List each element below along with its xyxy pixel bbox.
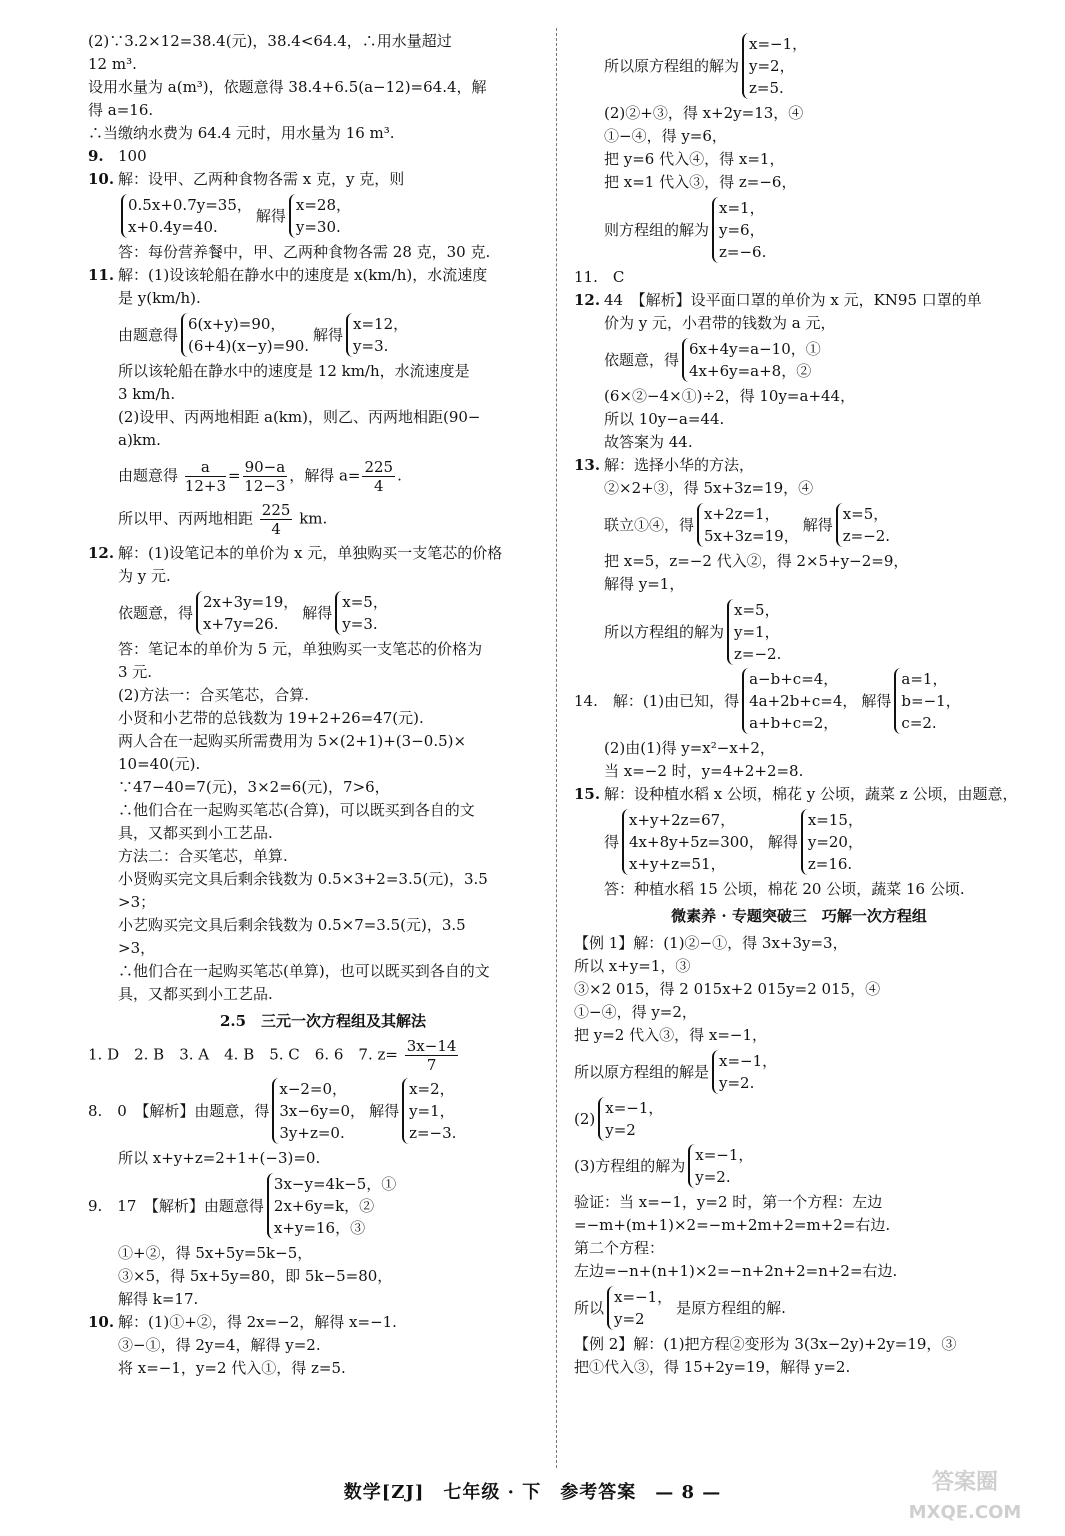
text-line: ①+②，得 5x+5y=5k−5， xyxy=(118,1244,313,1262)
text: 解得 xyxy=(302,603,333,622)
numerator: 90−a xyxy=(244,458,286,476)
equation: y=2 xyxy=(614,1310,645,1328)
text: (2) xyxy=(574,1109,596,1128)
text: 由题意得 xyxy=(118,466,179,485)
denominator: 7 xyxy=(426,1056,437,1074)
text: 所以方程组的解为 xyxy=(604,622,725,641)
equation: 0.5x+0.7y=35， xyxy=(128,196,252,214)
equation-system xyxy=(574,809,1024,875)
text-line: 具，又都买到小工艺品. xyxy=(118,824,273,842)
text: 所以原方程组的解是 xyxy=(574,1062,710,1081)
equation: 3y+z=0. xyxy=(279,1124,345,1142)
text: 1. D 2. B 3. A 4. B 5. C 6. 6 7. z= xyxy=(88,1045,398,1064)
answer-15 xyxy=(574,783,1024,806)
text: 9. 17 【解析】由题意得 xyxy=(88,1196,264,1215)
equation: x+y=16，③ xyxy=(273,1219,366,1237)
text-line: ∴他们合在一起购买笔芯(合算)，可以既买到各自的文 xyxy=(118,801,475,819)
solution-brace xyxy=(402,1078,456,1144)
system-brace xyxy=(196,591,298,635)
equation: x+0.4y=40. xyxy=(128,218,218,236)
text-line: ③×5，得 5x+5y=80，即 5k−5=80， xyxy=(118,1267,393,1285)
solution-brace xyxy=(335,591,388,635)
equation-system xyxy=(574,1050,1024,1094)
text-line: 当 x=−2 时，y=4+2+2=8. xyxy=(604,762,804,780)
equation: x=2， xyxy=(409,1080,455,1098)
equation: 2x+6y=k，② xyxy=(273,1197,375,1215)
text-line: 所以 x+y=1，③ xyxy=(574,957,691,975)
equation: y=3. xyxy=(342,615,378,633)
equation: y=3. xyxy=(353,337,389,355)
equation-system xyxy=(574,599,1024,665)
equation: z=16. xyxy=(807,855,853,873)
equation: a−b+c=4， xyxy=(749,670,839,688)
equation-system xyxy=(574,1286,1024,1330)
equation-system xyxy=(574,197,1024,263)
equation-system xyxy=(88,313,558,357)
text-line: 所以该轮船在静水中的速度是 12 km/h，水流速度是 xyxy=(118,362,470,380)
equation: 3x−y=4k−5，① xyxy=(273,1175,397,1193)
text-line: 小贤购买完文具后剩余钱数为 0.5×3+2=3.5(元)，3.5 xyxy=(118,870,488,888)
section-heading: 微素养 · 专题突破三 巧解一次方程组 xyxy=(671,907,927,925)
equation: 5x+3z=19， xyxy=(704,527,799,545)
text-line: ②×2+③，得 5x+3z=19，④ xyxy=(604,479,814,497)
equation: y=2. xyxy=(695,1168,731,1186)
answer-text: 解：设种植水稻 x 公顷，棉花 y 公顷，蔬菜 z 公顷，由题意， xyxy=(604,785,1018,803)
fraction xyxy=(260,501,293,538)
solution-brace xyxy=(712,1050,777,1094)
text: (3)方程组的解为 xyxy=(574,1156,686,1175)
text: 解得 xyxy=(802,515,833,534)
page-footer: 数学[ZJ] 七年级 · 下 参考答案 — 8 — xyxy=(343,1482,722,1503)
text-line: 答：种植水稻 15 公顷，棉花 20 公顷，蔬菜 16 公顷. xyxy=(604,880,965,898)
equation: y=6， xyxy=(719,221,765,239)
equation: b=−1， xyxy=(901,692,961,710)
section-heading: 2.5 三元一次方程组及其解法 xyxy=(219,1012,427,1030)
equation: x−2=0， xyxy=(279,1080,348,1098)
text: 联立①④，得 xyxy=(604,515,695,534)
fraction xyxy=(243,458,288,495)
fraction-line xyxy=(88,501,558,538)
text-line: 左边=−n+(n+1)×2=−n+2n+2=n+2=右边. xyxy=(574,1262,898,1280)
equation: x=−1， xyxy=(719,1052,778,1070)
system-brace xyxy=(267,1173,396,1239)
equation: x=5， xyxy=(342,593,388,611)
text: 解得 xyxy=(369,1101,400,1120)
text-line: 小贤和小艺带的总钱数为 19+2+26=47(元). xyxy=(118,709,424,727)
question-number: 10. xyxy=(88,1313,115,1331)
text-line: ③×2 015，得 2 015x+2 015y=2 015，④ xyxy=(574,980,881,998)
answer-9 xyxy=(88,145,558,168)
text: km. xyxy=(299,509,328,528)
answer-text: 解：(1)设该轮船在静水中的速度是 x(km/h)，水流速度 xyxy=(118,266,488,284)
question-number: 13. xyxy=(574,456,601,474)
solution-brace xyxy=(742,33,807,99)
text: 解得 xyxy=(861,691,892,710)
text-line: 把①代入③，得 15+2y=19，解得 y=2. xyxy=(574,1358,851,1376)
equation-system xyxy=(88,1173,558,1239)
text: 解得 xyxy=(313,325,344,344)
equation: x=12， xyxy=(353,315,409,333)
equation: x+7y=26. xyxy=(203,615,279,633)
equation: z=−2. xyxy=(842,527,891,545)
fraction xyxy=(362,458,395,495)
column-divider xyxy=(556,28,557,1468)
text-line: ∴当缴纳水费为 64.4 元时，用水量为 16 m³. xyxy=(88,124,395,142)
text: 解得 xyxy=(767,832,798,851)
text-line: =−m+(m+1)×2=−m+2m+2=m+2=右边. xyxy=(574,1216,891,1234)
system-brace xyxy=(272,1078,365,1144)
text: 由题意得 xyxy=(118,325,179,344)
text-line: 价为 y 元，小君带的钱数为 a 元， xyxy=(604,314,836,332)
equation: z=5. xyxy=(749,79,784,97)
numerator: 225 xyxy=(364,458,394,476)
text-line: 两人合在一起购买所需费用为 5×(2+1)+(3−0.5)× xyxy=(118,732,467,750)
equation: x=1， xyxy=(719,199,765,217)
answer-text: 解：选择小华的方法， xyxy=(604,456,755,474)
solution-brace xyxy=(688,1144,753,1188)
text-line: a)km. xyxy=(118,431,161,449)
text-line: ①−④，得 y=6， xyxy=(604,127,727,145)
text-line: 所以 10y−a=44. xyxy=(604,410,725,428)
text-line: 解得 y=1， xyxy=(604,575,685,593)
denominator: 4 xyxy=(374,477,384,495)
answer-10 xyxy=(88,168,558,191)
question-number: 9. xyxy=(88,147,104,165)
text-line: 得 a=16. xyxy=(88,101,154,119)
text-line: 是 y(km/h). xyxy=(118,289,201,307)
answer-10b xyxy=(88,1311,558,1334)
text: 得 xyxy=(604,832,620,851)
equation-system xyxy=(88,1078,558,1144)
text-line: 方法二：合买笔芯，单算. xyxy=(118,847,288,865)
left-column xyxy=(88,30,558,1380)
text: = xyxy=(228,466,241,485)
solution-brace xyxy=(346,313,408,357)
text-line: 小艺购买完文具后剩余钱数为 0.5×7=3.5(元)，3.5 xyxy=(118,916,466,934)
text-line: 3 元. xyxy=(118,663,153,681)
answer-text: 解：设甲、乙两种食物各需 x 克，y 克，则 xyxy=(118,170,405,188)
text-line: (2)②+③，得 x+2y=13，④ xyxy=(604,104,804,122)
equation: (6+4)(x−y)=90. xyxy=(188,337,310,355)
choice-answers xyxy=(88,1037,558,1074)
question-number: 12. xyxy=(88,544,115,562)
equation: x=−1， xyxy=(605,1099,664,1117)
text-line: 具，又都买到小工艺品. xyxy=(118,985,273,1003)
equation: y=30. xyxy=(295,218,341,236)
equation: 2x+3y=19， xyxy=(203,593,299,611)
equation-system xyxy=(574,33,1024,99)
text-line: 答：每份营养餐中，甲、乙两种食物各需 28 克，30 克. xyxy=(118,243,491,261)
text-line: 设用水量为 a(m³)，依题意得 38.4+6.5(a−12)=64.4，解 xyxy=(88,78,487,96)
text-line: 为 y 元. xyxy=(118,567,171,585)
text-line: 【例 1】解：(1)②−①，得 3x+3y=3， xyxy=(574,934,848,952)
text-line: 所以 x+y+z=2+1+(−3)=0. xyxy=(118,1149,321,1167)
equation: 4x+8y+5z=300， xyxy=(629,833,764,851)
text: 则方程组的解为 xyxy=(604,220,710,239)
denominator: 4 xyxy=(271,520,281,538)
equation-system xyxy=(574,668,1024,734)
text-line: 故答案为 44. xyxy=(604,433,693,451)
text-line: ∵47−40=7(元)，3×2=6(元)，7>6， xyxy=(118,778,390,796)
equation: 3x−6y=0， xyxy=(279,1102,366,1120)
solution-brace xyxy=(289,194,351,238)
solution-brace xyxy=(712,197,766,263)
equation: y=20， xyxy=(807,833,863,851)
text: 14. 解：(1)由已知，得 xyxy=(574,691,740,710)
text-line: (2)方法一：合买笔芯，合算. xyxy=(118,686,310,704)
equation: z=−6. xyxy=(719,243,767,261)
system-brace xyxy=(622,809,764,875)
text-line: 10=40(元). xyxy=(118,755,201,773)
solution-brace xyxy=(727,599,781,665)
question-number: 10. xyxy=(88,170,115,188)
question-number: 11. xyxy=(88,266,115,284)
answer-text: 解：(1)①+②，得 2x=−2，解得 x=−1. xyxy=(118,1313,397,1331)
system-brace xyxy=(697,503,799,547)
equation: y=1， xyxy=(734,623,780,641)
equation: x=5， xyxy=(842,505,889,523)
equation: 4a+2b+c=4， xyxy=(749,692,858,710)
answer-11 xyxy=(88,264,558,287)
equation: y=1， xyxy=(409,1102,455,1120)
text-line: 将 x=−1，y=2 代入①，得 z=5. xyxy=(118,1359,346,1377)
text: 是原方程组的解. xyxy=(676,1298,786,1317)
solution-brace xyxy=(801,809,863,875)
question-number: 15. xyxy=(574,785,601,803)
equation: x=−1， xyxy=(749,35,808,53)
equation-system xyxy=(88,591,558,635)
text-line: 答：笔记本的单价为 5 元，单独购买一支笔芯的价格为 xyxy=(118,640,483,658)
text-line: 把 y=6 代入④，得 x=1， xyxy=(604,150,785,168)
text: ，解得 a= xyxy=(289,466,361,485)
system-brace xyxy=(121,194,252,238)
watermark-logo xyxy=(885,1468,1045,1528)
text-line: (2)设甲、丙两地相距 a(km)，则乙、丙两地相距(90− xyxy=(118,408,481,426)
text-line: (2)由(1)得 y=x²−x+2， xyxy=(604,739,775,757)
text-line: (2)∵3.2×12=38.4(元)，38.4<64.4，∴用水量超过 xyxy=(88,32,452,50)
watermark-text: MXQE.COM xyxy=(908,1502,1022,1523)
text-line: 【例 2】解：(1)把方程②变形为 3(3x−2y)+2y=19，③ xyxy=(574,1335,957,1353)
answer-12 xyxy=(88,542,558,565)
numerator: 225 xyxy=(261,501,291,519)
text: 依题意，得 xyxy=(118,603,194,622)
text-line: 把 x=1 代入③，得 z=−6， xyxy=(604,173,797,191)
equation: x=28， xyxy=(295,196,352,214)
equation: 6(x+y)=90， xyxy=(188,315,286,333)
answer-13 xyxy=(574,454,1024,477)
text-line: (6×②−4×①)÷2，得 10y=a+44， xyxy=(604,387,856,405)
system-brace xyxy=(181,313,309,357)
equation: z=−3. xyxy=(409,1124,457,1142)
text: 解得 xyxy=(255,206,286,225)
system-brace xyxy=(682,338,821,382)
solution-brace xyxy=(894,668,960,734)
text: 所以 xyxy=(574,1298,605,1317)
system-brace xyxy=(742,668,857,734)
text-line: >3， xyxy=(118,939,156,957)
equation: c=2. xyxy=(901,714,937,732)
solution-brace xyxy=(598,1097,663,1141)
equation: y=2. xyxy=(719,1074,755,1092)
equation-system xyxy=(574,1144,1024,1188)
solution-brace xyxy=(836,503,890,547)
equation-system xyxy=(574,503,1024,547)
equation: x+2z=1， xyxy=(704,505,780,523)
equation: 6x+4y=a−10，① xyxy=(689,340,821,358)
numerator: 3x−14 xyxy=(406,1037,457,1055)
watermark-text: 答案圈 xyxy=(931,1470,998,1495)
equation-system xyxy=(574,1097,1024,1141)
equation: x=−1， xyxy=(695,1146,754,1164)
text-line: ∴他们合在一起购买笔芯(单算)，也可以既买到各自的文 xyxy=(118,962,490,980)
question-number: 12. xyxy=(574,291,601,309)
fraction-equation: 由题意得 $\frac{a}{12+3}$ = $\frac{90-a}{12-3}$ ，解得 a= $\frac{225}{4}$ . xyxy=(118,458,402,495)
right-column xyxy=(574,30,1024,1379)
answer-text: 解：(1)设笔记本的单价为 x 元，单独购买一支笔芯的价格 xyxy=(118,544,503,562)
text-line: 12 m³. xyxy=(88,55,137,73)
equation: y=2 xyxy=(605,1121,636,1139)
text-line: >3； xyxy=(118,893,156,911)
numerator: a xyxy=(185,458,226,477)
equation: a+b+c=2， xyxy=(749,714,839,732)
answer-text: 100 xyxy=(118,147,147,165)
text-line: 解得 k=17. xyxy=(118,1290,199,1308)
equation: x+y+2z=67， xyxy=(629,811,736,829)
solution-brace xyxy=(607,1286,672,1330)
equation: 4x+6y=a+8，② xyxy=(689,362,812,380)
text-line: 3 km/h. xyxy=(118,385,176,403)
text-line: 把 x=5，z=−2 代入②，得 2×5+y−2=9， xyxy=(604,552,909,570)
text-line: 第二个方程： xyxy=(574,1239,665,1257)
answer-text: 44 【解析】设平面口罩的单价为 x 元，KN95 口罩的单 xyxy=(604,291,982,309)
fraction xyxy=(405,1037,459,1074)
equation: x=15， xyxy=(807,811,863,829)
text: 依题意，得 xyxy=(604,350,680,369)
denominator: 12+3 xyxy=(184,477,226,495)
text-line: ①−④，得 y=2， xyxy=(574,1003,697,1021)
equation: x+y+z=51， xyxy=(629,855,726,873)
equation-system xyxy=(88,194,558,238)
text: 所以原方程组的解为 xyxy=(604,56,740,75)
text-line: 把 y=2 代入③，得 x=−1， xyxy=(574,1026,768,1044)
fraction xyxy=(185,458,226,495)
text: 所以甲、丙两地相距 xyxy=(118,509,254,528)
equation: z=−2. xyxy=(734,645,782,663)
text-line: 验证：当 x=−1，y=2 时，第一个方程：左边 xyxy=(574,1193,883,1211)
equation-system xyxy=(574,338,1024,382)
text: 8. 0 【解析】由题意，得 xyxy=(88,1101,270,1120)
answer-11c: 11. C xyxy=(574,268,625,286)
answer-12c xyxy=(574,289,1024,312)
denominator: 12−3 xyxy=(244,477,286,495)
equation: x=5， xyxy=(734,601,780,619)
equation: x=−1， xyxy=(614,1288,673,1306)
text-line: ③−①，得 2y=4，解得 y=2. xyxy=(118,1336,321,1354)
equation: a=1， xyxy=(901,670,948,688)
equation: y=2， xyxy=(749,57,795,75)
